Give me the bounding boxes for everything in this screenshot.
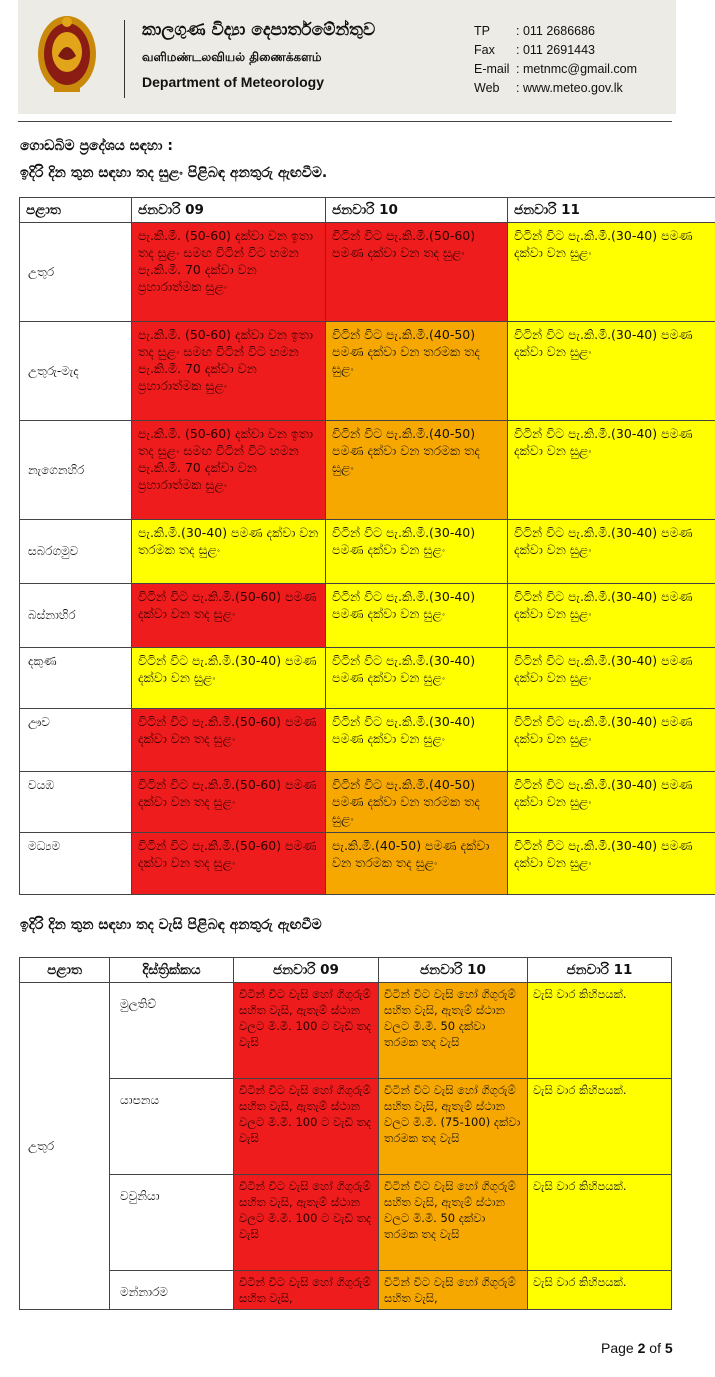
- org-name-english: Department of Meteorology: [142, 74, 325, 90]
- contact-tp: TP : 011 2686686: [474, 24, 596, 38]
- table-row: [20, 1079, 672, 1175]
- table-row: [20, 322, 715, 421]
- forecast-cell: විටින් විට පැ.කි.මී.(30-40) පමණ දක්වා වන සුළං: [508, 584, 715, 648]
- header-divider: [124, 20, 125, 98]
- forecast-cell: විටින් විට පැ.කි.මී.(30-40) පමණ දක්වා වන සුළං: [326, 520, 508, 584]
- forecast-cell: විටින් විට වැසි හෝ ගිගුරුම් සහිත වැසි, ඇතැම් ස්ථාන වලට මි.මී. 50 දක්වා තරමක තද වැසි: [379, 983, 528, 1079]
- forecast-cell: විටින් විට පැ.කි.මී.(30-40) පමණ දක්වා වන සුළං: [508, 322, 715, 421]
- district-cell: වවුනියා: [110, 1175, 234, 1271]
- column-header: ජනවාරි 09: [132, 198, 326, 223]
- column-header: ජනවාරි 10: [379, 958, 528, 983]
- wind-warning-table: [19, 197, 715, 895]
- district-cell: යාපනය: [110, 1079, 234, 1175]
- forecast-cell: විටින් විට වැසි හෝ ගිගුරුම් සහිත වැසි, ඇතැම් ස්ථාන වලට මි.මී. (75-100) දක්වා තරමක තද වැසි: [379, 1079, 528, 1175]
- wind-warning-title: ඉදිරි දින තුන සඳහා තද සුළං පිළිබඳ අනතුරු ඇඟවීම.: [20, 165, 328, 181]
- rain-warning-table: [19, 957, 672, 1310]
- table-row: [20, 520, 715, 584]
- forecast-cell: විටින් විට පැ.කි.මී.(30-40) පමණ දක්වා වන සුළං: [508, 709, 715, 772]
- forecast-cell: වැසි වාර කිහිපයක්.: [528, 1079, 672, 1175]
- contact-email: E-mail : metnmc@gmail.com: [474, 62, 638, 76]
- forecast-cell: වැසි වාර කිහිපයක්.: [528, 983, 672, 1079]
- table-header-row: [20, 198, 715, 223]
- table-row: [20, 1271, 672, 1310]
- forecast-cell: පැ.කි.මී.(40-50) පමණ දක්වා වන තරමක තද සුළං: [326, 833, 508, 895]
- forecast-cell: විටින් විට පැ.කි.මී.(50-60) පමණ දක්වා වන තද සුළං: [132, 709, 326, 772]
- table-row: [20, 709, 715, 772]
- column-header: පළාත: [20, 198, 132, 223]
- forecast-cell: විටින් විට පැ.කි.මී.(50-60) පමණ දක්වා වන තද සුළං: [132, 833, 326, 895]
- sri-lanka-emblem-icon: [36, 14, 98, 98]
- forecast-cell: විටින් විට පැ.කි.මී.(50-60) පමණ දක්වා වන තද සුළං: [326, 223, 508, 322]
- forecast-cell: විටින් විට පැ.කි.මී.(30-40) පමණ දක්වා වන සුළං: [508, 772, 715, 833]
- table-row: [20, 772, 715, 833]
- forecast-cell: විටින් විට පැ.කි.මී.(30-40) පමණ දක්වා වන සුළං: [326, 648, 508, 709]
- province-cell: දකුණ: [20, 648, 132, 709]
- forecast-cell: විටින් විට පැ.කි.මී.(40-50) පමණ දක්වා වන තරමක තද සුළං: [326, 421, 508, 520]
- contact-web: Web : www.meteo.gov.lk: [474, 81, 623, 95]
- forecast-cell: විටින් විට පැ.කි.මී.(40-50) පමණ දක්වා වන තරමක තද සුළං: [326, 322, 508, 421]
- table-row: [20, 833, 715, 895]
- forecast-cell: විටින් විට වැසි හෝ ගිගුරුම් සහිත වැසි, ඇතැම් ස්ථාන වලට මි.මී. 50 දක්වා තරමක තද වැසි: [379, 1175, 528, 1271]
- forecast-cell: විටින් විට වැසි හෝ ගිගුරුම් සහිත වැසි, ඇතැම් ස්ථාන වලට මි.මී. 100 ට වැඩි තද වැසි: [234, 1175, 379, 1271]
- province-cell: වයඹ: [20, 772, 132, 833]
- table-row: [20, 983, 672, 1079]
- org-name-sinhala: කාලගුණ විද්‍යා දෙපාර්තමේන්තුව: [142, 20, 376, 40]
- forecast-cell: වැසි වාර කිහිපයක්.: [528, 1175, 672, 1271]
- table-header-row: [20, 958, 672, 983]
- forecast-cell: විටින් විට පැ.කි.මී.(30-40) පමණ දක්වා වන සුළං: [508, 520, 715, 584]
- forecast-cell: විටින් විට පැ.කි.මී.(50-60) පමණ දක්වා වන තද සුළං: [132, 584, 326, 648]
- forecast-cell: විටින් විට පැ.කි.මී.(30-40) පමණ දක්වා වන සුළං: [508, 223, 715, 322]
- forecast-cell: විටින් විට පැ.කි.මී.(30-40) පමණ දක්වා වන සුළං: [326, 584, 508, 648]
- forecast-cell: විටින් විට පැ.කි.මී.(30-40) පමණ දක්වා වන සුළං: [508, 421, 715, 520]
- forecast-cell: විටින් විට පැ.කි.මී.(30-40) පමණ දක්වා වන සුළං: [326, 709, 508, 772]
- forecast-cell: පැ.කි.මී. (50-60) දක්වා වන ඉතා තද සුළං සමඟ විටින් විට හමන පැ.කි.මී. 70 දක්වා වන ප්‍රහාරාත්මක සුළං: [132, 322, 326, 421]
- province-cell: උතුර: [20, 983, 110, 1310]
- column-header: ජනවාරි 11: [528, 958, 672, 983]
- district-cell: මන්නාරම: [110, 1271, 234, 1310]
- table-row: [20, 1175, 672, 1271]
- page-number: Page 2 of 5: [601, 1340, 673, 1356]
- province-cell: නැගෙනහිර: [20, 421, 132, 520]
- district-cell: මුලතිව්: [110, 983, 234, 1079]
- header-rule: [18, 121, 672, 122]
- column-header: ජනවාරි 10: [326, 198, 508, 223]
- contact-fax: Fax : 011 2691443: [474, 43, 596, 57]
- table-row: [20, 223, 715, 322]
- forecast-cell: විටින් විට වැසි හෝ ගිගුරුම් සහිත වැසි, ඇතැම් ස්ථාන වලට මි.මී. 100 ට වැඩි තද වැසි: [234, 983, 379, 1079]
- table-row: [20, 584, 715, 648]
- column-header: ජනවාරි 11: [508, 198, 715, 223]
- province-cell: මධ්‍යම: [20, 833, 132, 895]
- province-cell: සබරගමුව: [20, 520, 132, 584]
- column-header: පළාත: [20, 958, 110, 983]
- section1-heading: ගොඩබිම ප්‍රදේශය සඳහා :: [20, 138, 173, 154]
- forecast-cell: විටින් විට පැ.කි.මී.(30-40) පමණ දක්වා වන සුළං: [132, 648, 326, 709]
- province-cell: උතුර: [20, 223, 132, 322]
- forecast-cell: විටින් විට වැසි හෝ ගිගුරුම් සහිත වැසි, ඇතැම් ස්ථාන වලට මි.මී. 100 ට වැඩි තද වැසි: [234, 1079, 379, 1175]
- forecast-cell: විටින් විට පැ.කි.මී.(30-40) පමණ දක්වා වන සුළං: [508, 648, 715, 709]
- forecast-cell: විටින් විට පැ.කි.මී.(30-40) පමණ දක්වා වන සුළං: [508, 833, 715, 895]
- forecast-cell: පැ.කි.මී.(30-40) පමණ දක්වා වන තරමක තද සුළං: [132, 520, 326, 584]
- table-row: [20, 421, 715, 520]
- column-header: ජනවාරි 09: [234, 958, 379, 983]
- forecast-cell: විටින් විට වැසි හෝ ගිගුරුම් සහිත වැසි,: [234, 1271, 379, 1310]
- forecast-cell: පැ.කි.මී. (50-60) දක්වා වන ඉතා තද සුළං සමඟ විටින් විට හමන පැ.කි.මී. 70 දක්වා වන ප්‍රහාරාත්මක සුළං: [132, 223, 326, 322]
- province-cell: උතුරු-මැද: [20, 322, 132, 421]
- forecast-cell: පැ.කි.මී. (50-60) දක්වා වන ඉතා තද සුළං සමඟ විටින් විට හමන පැ.කි.මී. 70 දක්වා වන ප්‍රහාරාත්මක සුළං: [132, 421, 326, 520]
- column-header: දිස්ත්‍රික්කය: [110, 958, 234, 983]
- forecast-cell: විටින් විට පැ.කි.මී.(40-50) පමණ දක්වා වන තරමක තද සුළං: [326, 772, 508, 833]
- forecast-cell: වැසි වාර කිහිපයක්.: [528, 1271, 672, 1310]
- rain-warning-title: ඉදිරි දින තුන සඳහා තද වැසි පිළිබඳ අනතුරු ඇඟවීම: [20, 917, 322, 933]
- province-cell: බස්නාහිර: [20, 584, 132, 648]
- table-row: [20, 648, 715, 709]
- org-name-tamil: வளிமண்டலவியல் திணைக்களம்: [142, 50, 322, 64]
- province-cell: ඌව: [20, 709, 132, 772]
- forecast-cell: විටින් විට පැ.කි.මී.(50-60) පමණ දක්වා වන තද සුළං: [132, 772, 326, 833]
- contact-block: [474, 22, 637, 98]
- forecast-cell: විටින් විට වැසි හෝ ගිගුරුම් සහිත වැසි,: [379, 1271, 528, 1310]
- letterhead: [18, 0, 676, 114]
